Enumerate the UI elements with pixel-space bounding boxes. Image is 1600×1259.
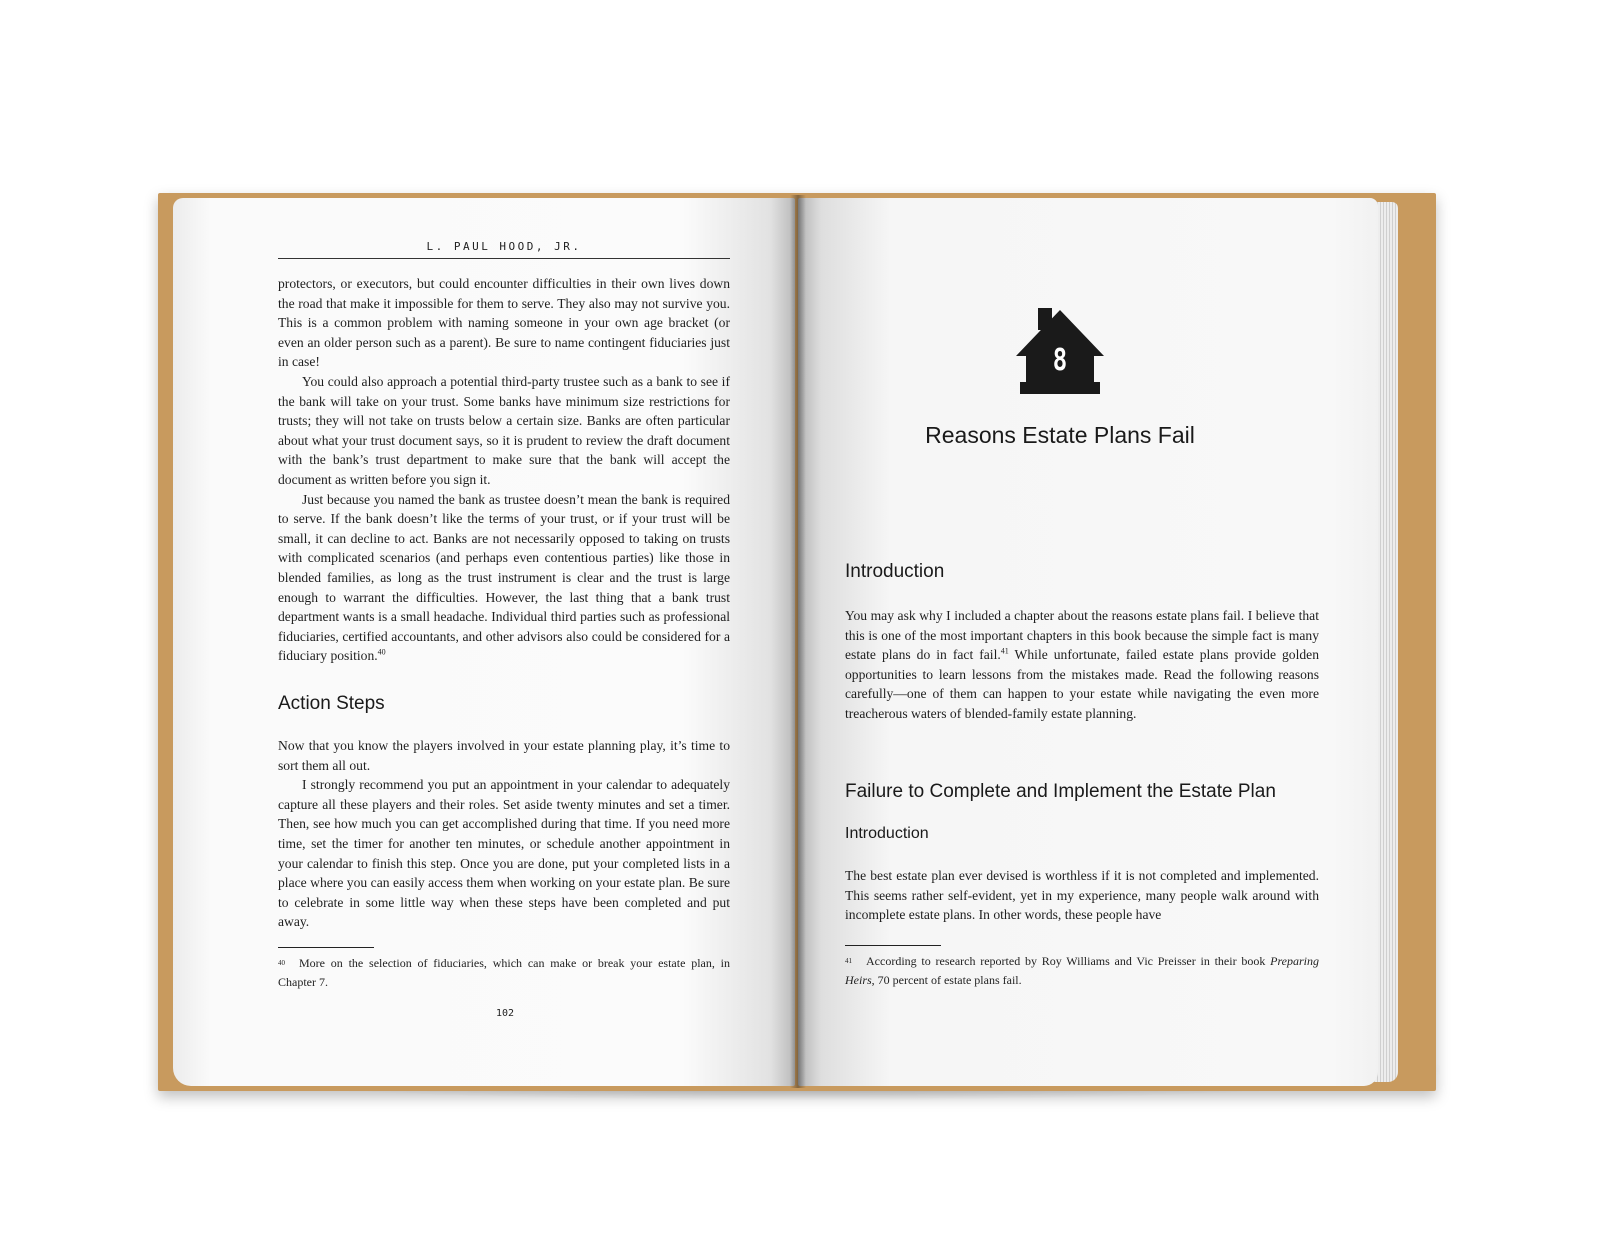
footnote-text-after: , 70 percent of estate plans fail. — [871, 973, 1022, 987]
left-body-text — [278, 274, 730, 666]
footnote-ref: 40 — [377, 647, 386, 657]
page-number: 102 — [495, 1008, 515, 1019]
paragraph-text: Just because you named the bank as trustee doesn’t mean the bank is required to serve. If the bank doesn’t like the terms of your trust, or if your trust will be small, it can decline to act. Banks are not necessarily opposed to taking on trusts with complicated scenarios (and perhaps even contentious parties) like those in blended families, as long as the trust instrument is clear and the trust is large enough to warrant the difficulties. However, the last thing that a bank trust department wants is a small headache. Individual third parties such as professional fiduciaries, certified accountants, and other advisors also could be considered for a fiduciary position. — [278, 491, 730, 664]
chapter-number: 8 — [1052, 343, 1068, 378]
introduction-heading: Introduction — [845, 561, 945, 582]
footnote-number: 40 — [278, 959, 285, 967]
intro-text-before: You may ask why I included a chapter about the reasons estate plans fail. I believe that this is one of the most important chapters in this book because the simple fact is many estate plans do in fact fail. — [845, 608, 1319, 663]
paragraph — [278, 490, 730, 666]
footnote-number: 41 — [845, 957, 852, 965]
introduction-text — [845, 606, 1319, 724]
paragraph — [845, 606, 1319, 724]
footnote-ref: 41 — [1000, 646, 1009, 656]
paragraph: Now that you know the players involved in your estate planning play, it’s time to sort them all out. — [278, 738, 730, 773]
intro-text-after: While unfortunate, failed estate plans provide golden opportunities to learn lessons from the mistakes made. Read the following reasons carefully—one of them can happen to your estate while navigating the even more treacherous waters of blended-family estate planning. — [845, 647, 1319, 721]
chapter-title: Reasons Estate Plans Fail — [925, 422, 1195, 448]
paragraph: protectors, or executors, but could encounter difficulties in their own lives down the road that make it impossible for them to serve. They also may not survive you. This is a common problem with naming someone in your own age bracket (or even an older person such as a parent). Be sure to name contingent fiduciaries just in case! — [278, 276, 730, 370]
action-steps-text — [278, 736, 730, 932]
subsection-heading: Introduction — [845, 825, 929, 842]
paragraph: The best estate plan ever devised is worthless if it is not completed and implemented. This seems rather self-evident, yet in my experience, many people walk around with incomplete estate plans. In other words, these people have — [845, 868, 1319, 923]
footnote-rule — [845, 945, 941, 946]
footnote-text-before: According to research reported by Roy Williams and Vic Preisser in their book — [866, 954, 1271, 968]
section-heading: Failure to Complete and Implement the Estate Plan — [845, 781, 1276, 802]
footnote-40 — [278, 954, 730, 992]
action-steps-heading: Action Steps — [278, 693, 385, 714]
footnote-text: More on the selection of fiduciaries, which can make or break your estate plan, in Chapter 7. — [278, 956, 730, 989]
section-text — [845, 866, 1319, 925]
footnote-41 — [845, 952, 1319, 990]
footnote-book-title: Preparing Heirs — [845, 954, 1319, 987]
book-gutter — [790, 195, 806, 1088]
footnote-rule — [278, 947, 374, 948]
paragraph: I strongly recommend you put an appointment in your calendar to adequately capture all these players and their roles. Set aside twenty minutes and set a timer. Then, see how much you can get accomplished during that time. If you need more time, set the timer for another ten minutes, or schedule another appointment in your calendar to finish this step. Once you are done, put your completed lists in a place where you can easily access them when working on your estate plan. Be sure to celebrate in some little way when these steps have been completed and put away. — [278, 777, 730, 930]
running-head: L. PAUL HOOD, JR. — [426, 240, 582, 253]
paragraph: You could also approach a potential third-party trustee such as a bank to see if the bank will take on your trust. Some banks have minimum size restrictions for trusts; they will not take on trusts below a certain size. Banks are often particular about what your trust document says, so it is prudent to review the draft document with the bank’s trust department to make sure that the bank will accept the document as written before you sign it. — [278, 373, 730, 487]
running-head-rule — [278, 258, 730, 259]
